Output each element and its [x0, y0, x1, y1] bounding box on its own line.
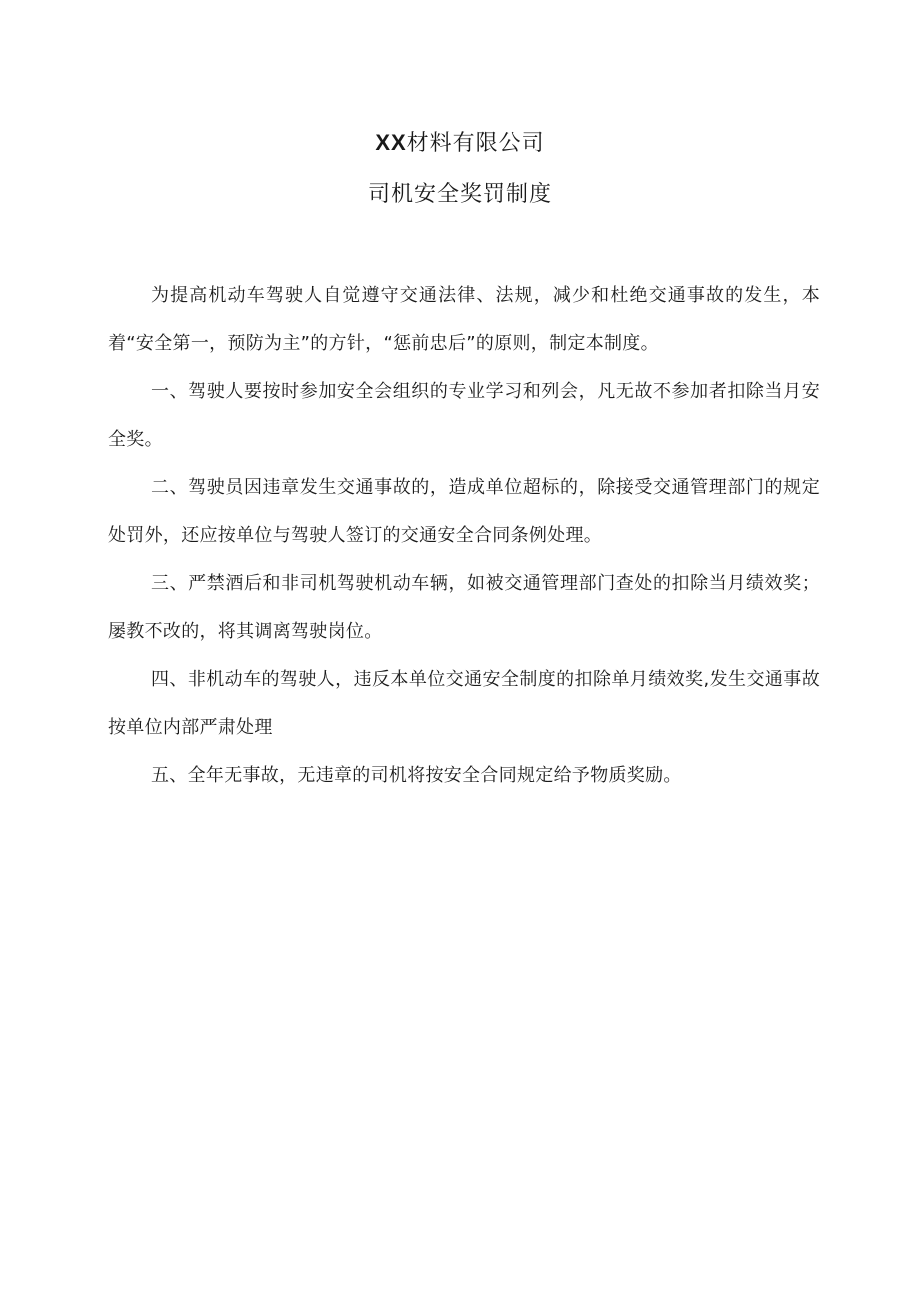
intro-paragraph: 为提高机动车驾驶人自觉遵守交通法律、法规，减少和杜绝交通事故的发生，本着“安全第一，预防为主”的方针，“惩前忠后”的原则，制定本制度。: [108, 285, 820, 354]
document-title: 司机安全奖罚制度: [367, 182, 552, 207]
rule-5-paragraph: 五、全年无事故，无违章的司机将按安全合同规定给予物质奖励。: [151, 765, 682, 786]
company-name: 材料有限公司: [406, 131, 545, 156]
rule-3-paragraph: 三、严禁酒后和非司机驾驶机动车辆，如被交通管理部门查处的扣除当月绩效奖；屡教不改的，将其调离驾驶岗位。: [108, 573, 820, 642]
company-title: [0, 128, 920, 159]
rule-1-paragraph: 一、驾驶人要按时参加安全会组织的专业学习和列会，凡无故不参加者扣除当月安全奖。: [108, 381, 820, 450]
rule-4-paragraph: 四、非机动车的驾驶人，违反本单位交通安全制度的扣除单月绩效奖,发生交通事故按单位内部严肃处理: [108, 669, 820, 738]
rule-2-paragraph: 二、驾驶员因违章发生交通事故的，造成单位超标的，除接受交通管理部门的规定处罚外，还应按单位与驾驶人签订的交通安全合同条例处理。: [108, 477, 820, 546]
company-prefix: XX: [375, 130, 407, 155]
document-body: [108, 272, 820, 800]
